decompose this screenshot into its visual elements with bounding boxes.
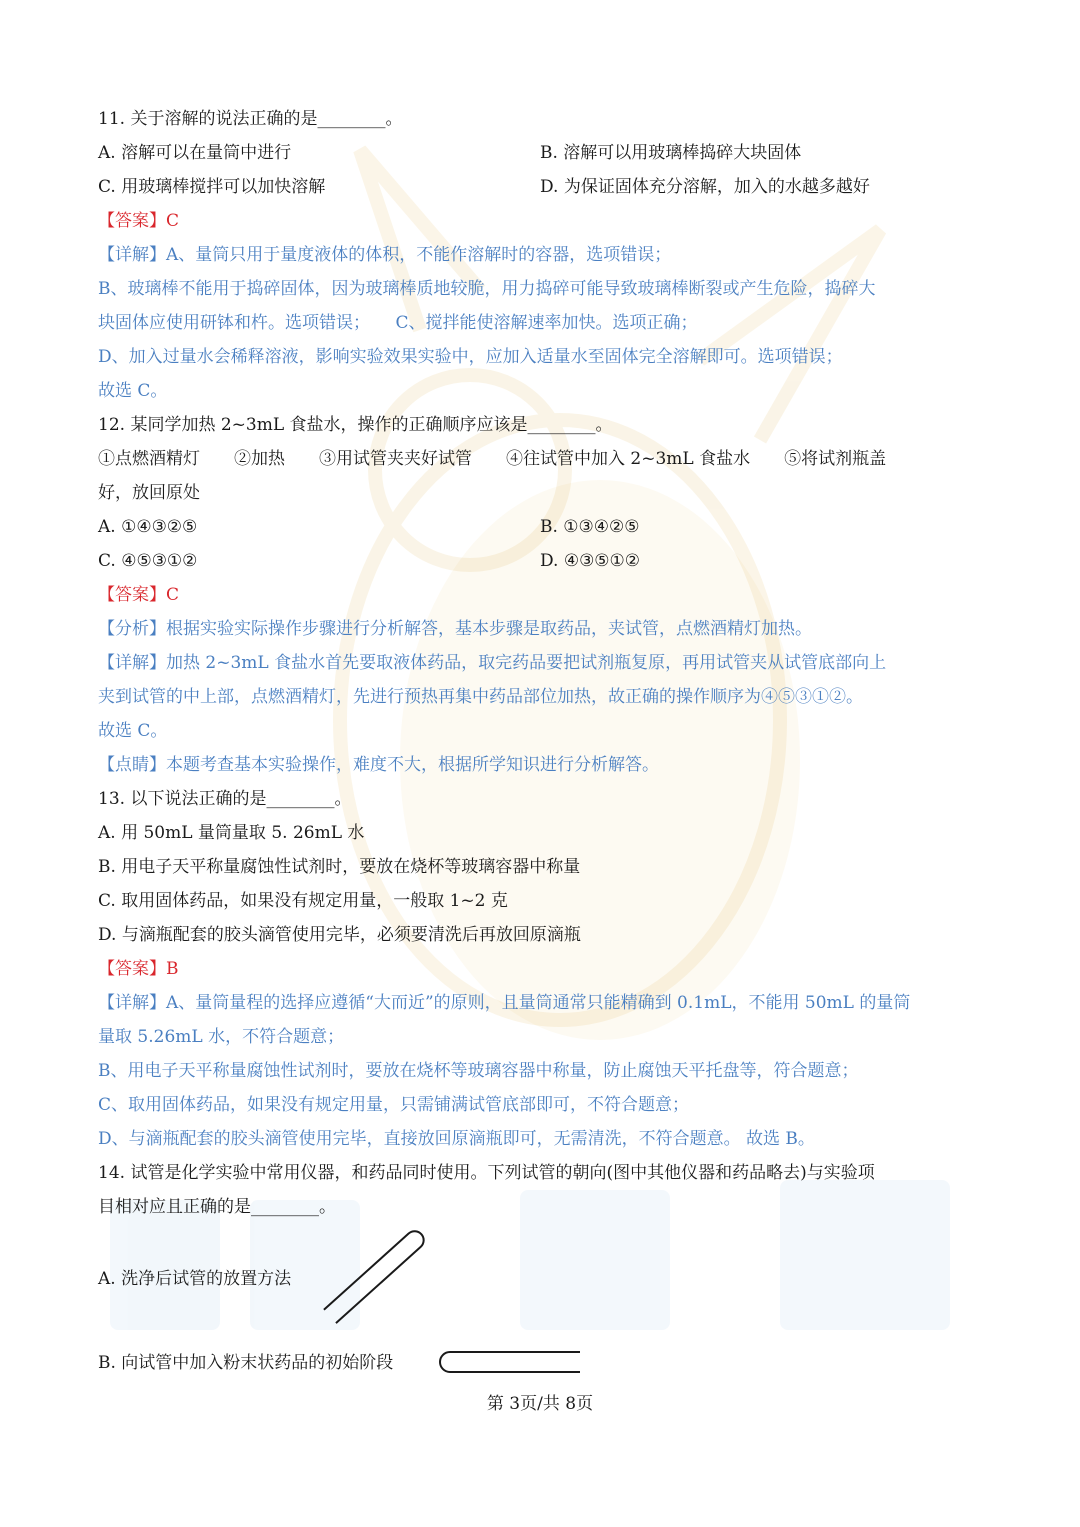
q13-option-c: C. 取用固体药品，如果没有规定用量，一般取 1~2 克 [98,891,508,911]
q12-stem: 12. 某同学加热 2~3mL 食盐水，操作的正确顺序应该是________。 [98,415,613,435]
q11-option-b: B. 溶解可以用玻璃棒捣碎大块固体 [540,143,802,163]
test-tube-horizontal-icon [432,1348,584,1376]
q12-steps-line-2: 好，放回原处 [98,483,200,503]
q12-option-a: A. ①④③②⑤ [98,517,198,537]
analysis-tag: 【分析】 [98,619,166,639]
q13-detail-4: C、取用固体药品，如果没有规定用量，只需铺满试管底部即可，不符合题意； [98,1095,690,1115]
q12-detail-2: 夹到试管的中上部，点燃酒精灯，先进行预热再集中药品部位加热，故正确的操作顺序为④⑤③①②。 [98,687,863,707]
q11-detail-1 [98,243,671,267]
answer-value: C [166,211,180,231]
answer-tag: 【答案】 [98,585,166,605]
q13-stem: 13. 以下说法正确的是________。 [98,789,352,809]
q11-answer [98,209,179,233]
detail-text: A、量筒只用于量度液体的体积，不能作溶解时的容器，选项错误； [166,245,672,265]
q12-comment [98,753,659,777]
comment-tag: 【点睛】 [98,755,166,775]
q13-option-a: A. 用 50mL 量筒量取 5. 26mL 水 [98,823,365,843]
detail-tag: 【详解】 [98,653,166,673]
detail-text: A、量筒量程的选择应遵循“大而近”的原则，且量筒通常只能精确到 0.1mL，不能用 50mL 的量筒 [166,993,911,1013]
q11-stem: 11. 关于溶解的说法正确的是________。 [98,109,403,129]
q11-detail-2: B、玻璃棒不能用于捣碎固体，因为玻璃棒质地较脆，用力捣碎可能导致玻璃棒断裂或产生危险，捣碎大 [98,279,876,299]
q11-conclusion: 故选 C。 [98,381,168,401]
q11-option-a: A. 溶解可以在量筒中进行 [98,143,292,163]
q11-option-d: D. 为保证固体充分溶解，加入的水越多越好 [540,177,870,197]
q11-detail-4: D、加入过量水会稀释溶液，影响实验效果实验中，应加入适量水至固体完全溶解即可。选项错误； [98,347,843,367]
q14-option-a: A. 洗净后试管的放置方法 [98,1269,292,1289]
q12-analysis [98,617,812,641]
detail-tag: 【详解】 [98,993,166,1013]
detail-tag: 【详解】 [98,245,166,265]
q12-conclusion: 故选 C。 [98,721,168,741]
answer-value: C [166,585,180,605]
q12-answer [98,583,179,607]
answer-value: B [166,959,179,979]
q13-detail-1 [98,991,910,1015]
q12-option-d: D. ④③⑤①② [540,551,641,571]
q13-detail-2: 量取 5.26mL 水，不符合题意； [98,1027,345,1047]
answer-tag: 【答案】 [98,211,166,231]
q12-detail-1 [98,651,886,675]
q13-option-b: B. 用电子天平称量腐蚀性试剂时，要放在烧杯等玻璃容器中称量 [98,857,581,877]
q13-detail-3: B、用电子天平称量腐蚀性试剂时，要放在烧杯等玻璃容器中称量，防止腐蚀天平托盘等，符合题意； [98,1061,859,1081]
answer-tag: 【答案】 [98,959,166,979]
q13-detail-5: D、与滴瓶配套的胶头滴管使用完毕，直接放回原滴瓶即可，无需清洗，不符合题意。 故选 B。 [98,1129,815,1149]
q11-detail-3: 块固体应使用研钵和杵。选项错误； C、搅拌能使溶解速率加快。选项正确； [98,313,698,333]
q13-option-d: D. 与滴瓶配套的胶头滴管使用完毕，必须要清洗后再放回原滴瓶 [98,925,581,945]
q13-answer [98,957,179,981]
test-tube-tilted-icon [316,1220,436,1330]
q11-option-c: C. 用玻璃棒搅拌可以加快溶解 [98,177,326,197]
q12-steps-line-1: ①点燃酒精灯 ②加热 ③用试管夹夹好试管 ④往试管中加入 2~3mL 食盐水 ⑤将试剂瓶盖 [98,449,887,469]
q12-option-c: C. ④⑤③①② [98,551,198,571]
q14-stem-line-1: 14. 试管是化学实验中常用仪器，和药品同时使用。下列试管的朝向(图中其他仪器和药品略去)与实验项 [98,1163,875,1183]
analysis-text: 根据实验实际操作步骤进行分析解答，基本步骤是取药品，夹试管，点燃酒精灯加热。 [166,619,812,639]
comment-text: 本题考查基本实验操作，难度不大，根据所学知识进行分析解答。 [166,755,659,775]
q14-option-b: B. 向试管中加入粉末状药品的初始阶段 [98,1353,394,1373]
detail-text: 加热 2~3mL 食盐水首先要取液体药品，取完药品要把试剂瓶复原，再用试管夹从试管底部向上 [166,653,887,673]
q14-stem-line-2: 目相对应且正确的是________。 [98,1197,336,1217]
page-number-footer: 第 3页/共 8页 [486,1394,594,1414]
q12-option-b: B. ①③④②⑤ [540,517,640,537]
